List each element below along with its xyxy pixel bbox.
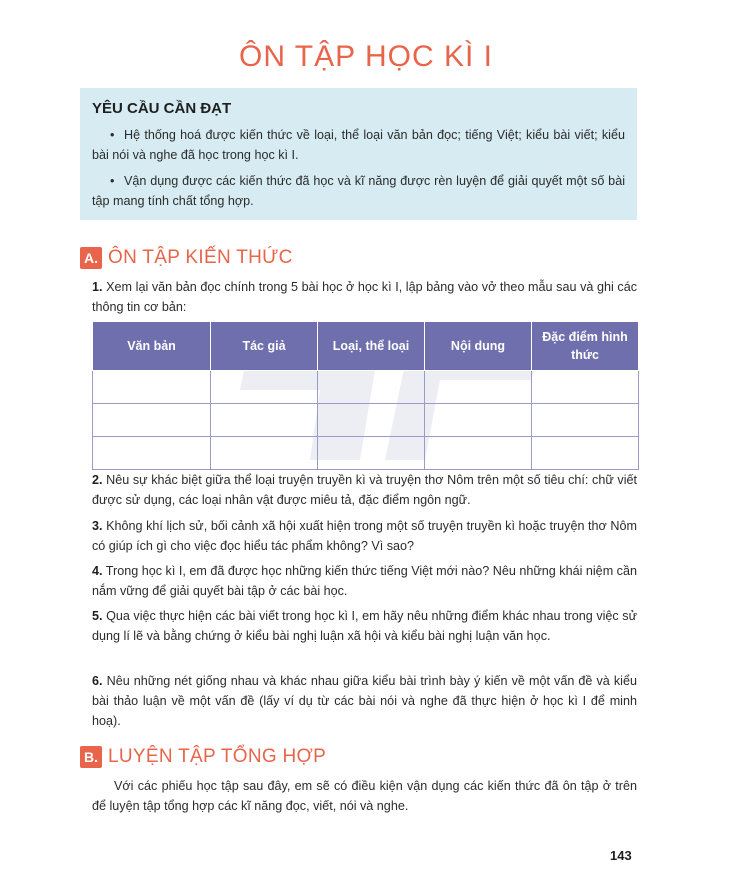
table-cell [532, 437, 639, 470]
column-header: Đặc điểm hình thức [532, 322, 639, 371]
question-number: 6. [92, 674, 103, 688]
table-cell [425, 437, 532, 470]
bullet-icon: • [110, 128, 115, 142]
page-title: ÔN TẬP HỌC KÌ I [239, 40, 493, 73]
table-cell [93, 437, 211, 470]
table-cell [211, 404, 318, 437]
requirement-item [92, 171, 625, 211]
table-cell [211, 437, 318, 470]
question-5 [92, 606, 637, 646]
section-b-intro: Với các phiếu học tập sau đây, em sẽ có điều kiện vận dụng các kiến thức đã ôn tập ở trên để luyện tập tổng hợp các kĩ năng đọc, viết, nói và nghe. [92, 779, 637, 813]
table-cell [318, 404, 425, 437]
requirement-text: Hệ thống hoá được kiến thức về loại, thể loại văn bản đọc; tiếng Việt; kiểu bài viết; kiểu bài nói và nghe đã học trong học kì I. [92, 128, 625, 162]
review-table [92, 321, 639, 470]
section-a-heading [80, 246, 293, 270]
table-header-row [93, 322, 639, 371]
question-text: Không khí lịch sử, bối cảnh xã hội xuất hiện trong một số truyện truyền kì hoặc truyện thơ Nôm có giúp ích gì cho việc đọc hiểu tác phẩm không? Vì sao? [92, 519, 637, 553]
bullet-icon: • [110, 174, 115, 188]
section-b-badge: B. [80, 746, 102, 768]
table-cell [93, 371, 211, 404]
table-cell [93, 404, 211, 437]
question-1 [92, 277, 637, 317]
table-row [93, 437, 639, 470]
question-number: 4. [92, 564, 103, 578]
section-a-title: ÔN TẬP KIẾN THỨC [108, 247, 293, 268]
question-text: Xem lại văn bản đọc chính trong 5 bài học ở học kì I, lập bảng vào vở theo mẫu sau và ghi các thông tin cơ bản: [92, 280, 638, 314]
question-text: Trong học kì I, em đã được học những kiến thức tiếng Việt mới nào? Nêu những khái niệm cần nắm vững để giải quyết bài tập ở các bài học. [92, 564, 637, 598]
section-a-badge: A. [80, 247, 102, 269]
requirement-text: Vận dụng được các kiến thức đã học và kĩ năng được rèn luyện để giải quyết một số bài tập mang tính chất tổng hợp. [92, 174, 625, 208]
question-4 [92, 561, 637, 601]
question-text: Nêu những nét giống nhau và khác nhau giữa kiểu bài trình bày ý kiến về một vấn đề và kiểu bài thảo luận về một vấn đề (lấy ví dụ từ các bài nói và nghe đã thực hiện ở học kì I để minh hoạ). [92, 674, 637, 728]
question-text: Nêu sự khác biệt giữa thể loại truyện truyền kì và truyện thơ Nôm trên một số tiêu chí: chữ viết được sử dụng, các loại nhân vật được miêu tả, đặc điểm ngôn ngữ. [92, 473, 637, 507]
question-text: Qua việc thực hiện các bài viết trong học kì I, em hãy nêu những điểm khác nhau trong việc sử dụng lí lẽ và bằng chứng ở kiểu bài nghị luận xã hội và kiểu bài nghị luận văn học. [92, 609, 637, 643]
question-6 [92, 671, 637, 731]
table-cell [532, 371, 639, 404]
table-row [93, 404, 639, 437]
requirements-box [80, 88, 637, 220]
table-cell [318, 371, 425, 404]
table-cell [425, 371, 532, 404]
question-number: 2. [92, 473, 103, 487]
page-number: 143 [610, 848, 632, 863]
question-number: 1. [92, 280, 103, 294]
table-row [93, 371, 639, 404]
table-cell [425, 404, 532, 437]
column-header: Loại, thể loại [318, 322, 425, 371]
column-header: Tác giả [211, 322, 318, 371]
column-header: Nội dung [425, 322, 532, 371]
section-b-title: LUYỆN TẬP TỔNG HỢP [108, 746, 327, 767]
question-number: 5. [92, 609, 103, 623]
column-header: Văn bản [93, 322, 211, 371]
question-3 [92, 516, 637, 556]
question-number: 3. [92, 519, 103, 533]
question-2 [92, 470, 637, 510]
table-cell [318, 437, 425, 470]
requirements-title: YÊU CẦU CẦN ĐẠT [92, 100, 232, 117]
section-b-heading [80, 745, 326, 769]
table-cell [532, 404, 639, 437]
requirement-item [92, 125, 625, 165]
table-cell [211, 371, 318, 404]
